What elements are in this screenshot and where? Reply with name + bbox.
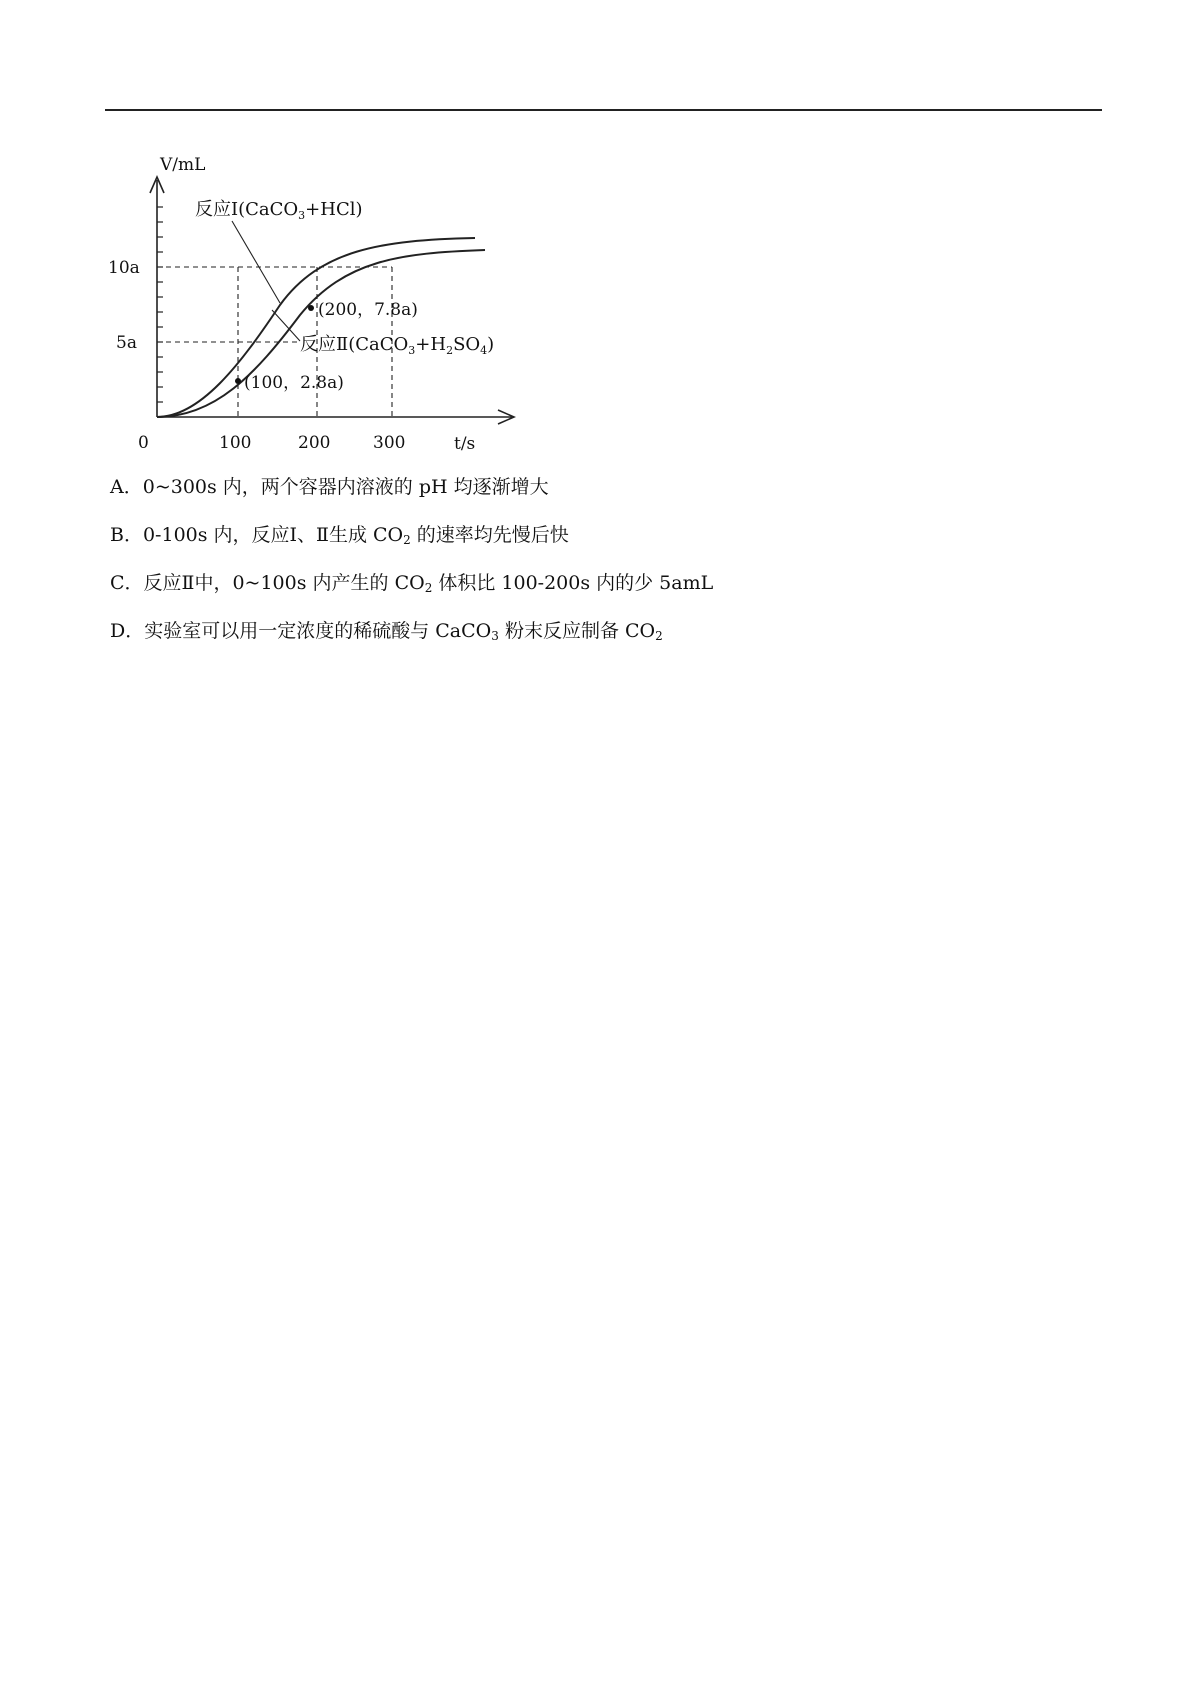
option-c[interactable] xyxy=(110,571,1110,595)
option-b-sub: 2 xyxy=(403,533,411,547)
x-tick-200: 200 xyxy=(298,433,331,453)
option-b-letter: B． xyxy=(110,524,143,546)
point-1-label: (200，7.8a) xyxy=(318,300,418,320)
point-2-label: (100，2.8a) xyxy=(244,373,344,393)
option-c-sub: 2 xyxy=(424,581,433,595)
leader-curve-2 xyxy=(272,310,300,341)
x-tick-100: 100 xyxy=(219,433,252,453)
option-b-text-2: 的速率均先慢后快 xyxy=(410,524,569,546)
leader-curve-1 xyxy=(232,221,280,303)
option-b[interactable] xyxy=(110,523,1110,547)
option-d[interactable] xyxy=(110,619,1110,643)
option-c-text-1: 反应Ⅱ中，0~100s 内产生的 CO xyxy=(143,572,425,594)
y-tick-10a: 10a xyxy=(108,258,140,278)
y-tick-marks xyxy=(157,207,163,402)
option-d-sub-1: 3 xyxy=(491,629,499,643)
top-rule xyxy=(105,109,1102,111)
curve-2-label: 反应$Ⅱ(CaCO_3+H_2SO_4)$ xyxy=(300,334,495,357)
option-d-sub-2: 2 xyxy=(655,629,663,643)
option-d-letter: D． xyxy=(110,620,145,642)
x-axis-label: t/s xyxy=(454,434,476,454)
y-axis-label: V/mL xyxy=(160,155,206,175)
option-c-text-2: 体积比 100-200s 内的少 5amL xyxy=(432,572,714,594)
answer-options xyxy=(110,475,1110,667)
option-c-letter: C． xyxy=(110,572,144,594)
option-d-text-2: 粉末反应制备 CO xyxy=(498,620,656,642)
curve-1-label: 反应Ⅰ(CaCO$_3$+HCl) xyxy=(195,199,363,222)
option-b-text-1: 0-100s 内，反应Ⅰ、Ⅱ生成 CO xyxy=(142,524,404,546)
option-a[interactable] xyxy=(110,475,1110,499)
volume-time-graph xyxy=(100,155,560,465)
origin-label: 0 xyxy=(138,433,149,453)
y-tick-5a: 5a xyxy=(116,333,137,353)
option-a-text: 0~300s 内，两个容器内溶液的 pH 均逐渐增大 xyxy=(142,476,549,498)
point-200-7.8a xyxy=(308,305,314,311)
option-d-text-1: 实验室可以用一定浓度的稀硫酸与 CaCO xyxy=(144,620,492,642)
x-tick-300: 300 xyxy=(373,433,406,453)
option-a-letter: A． xyxy=(110,476,143,498)
point-100-2.8a xyxy=(235,378,241,384)
